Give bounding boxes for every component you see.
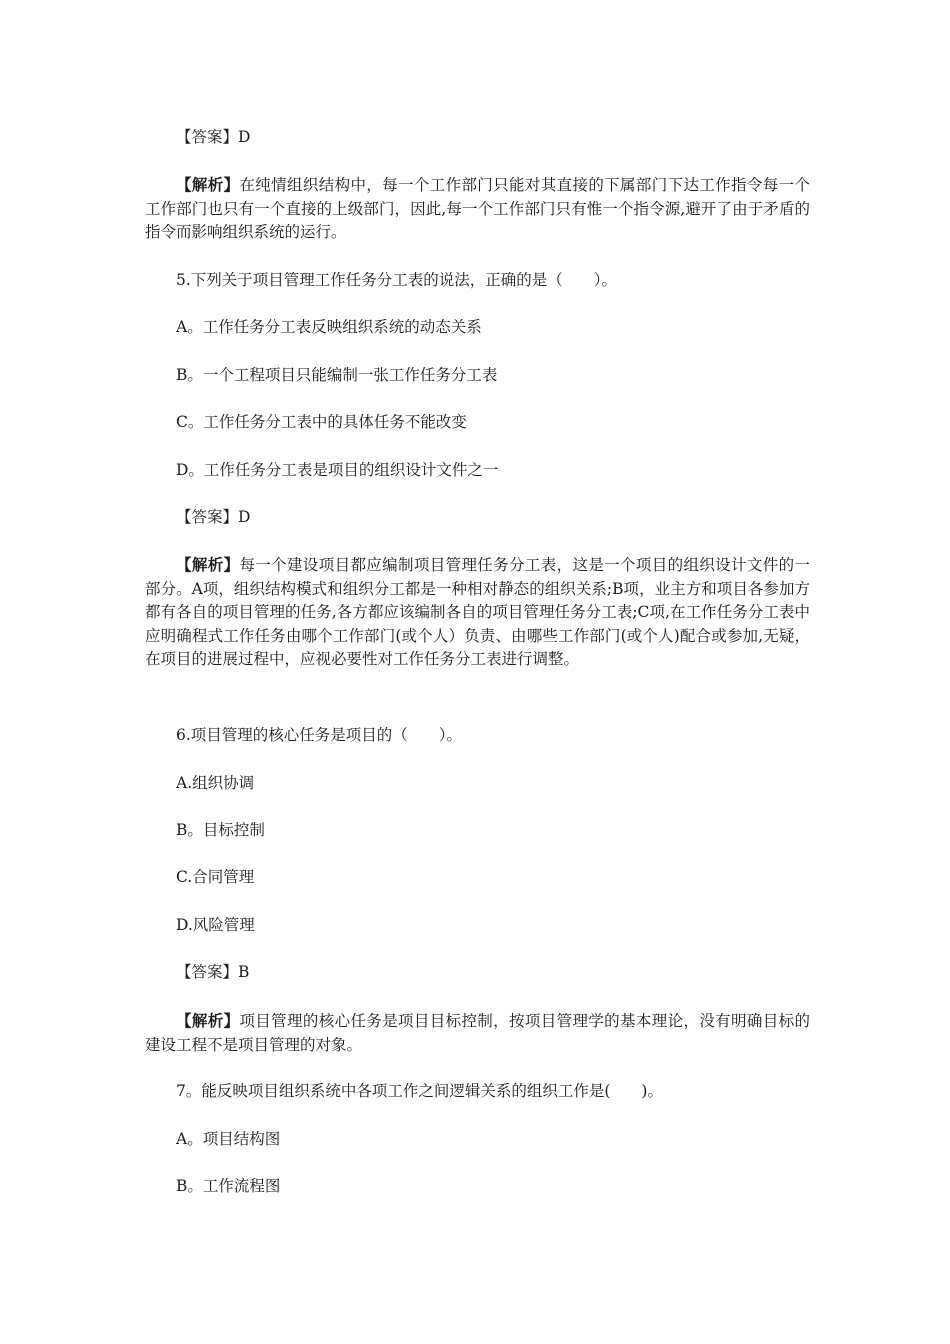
analysis-paragraph bbox=[145, 173, 810, 245]
analysis-tag: 【解析】 bbox=[176, 555, 240, 574]
answer-tag: 【答案】 bbox=[176, 128, 239, 146]
analysis-text: 项目管理的核心任务是项目目标控制，按项目管理学的基本理论，没有明确目标的建设工程不是项目管理的对象。 bbox=[145, 1012, 810, 1054]
analysis-text: 在纯情组织结构中，每一个工作部门只能对其直接的下属部门下达工作指令每一个工作部门也只有一个直接的上级部门，因此,每一个工作部门只有惟一个指令源,避开了由于矛盾的指令而影响组织系统的运行。 bbox=[145, 176, 810, 241]
analysis-tag: 【解析】 bbox=[176, 1011, 240, 1030]
question-6: 6.项目管理的核心任务是项目的（ ）。 bbox=[176, 726, 463, 744]
option-c: C。工作任务分工表中的具体任务不能改变 bbox=[176, 413, 467, 431]
analysis-paragraph bbox=[145, 553, 810, 672]
answer-value: D bbox=[238, 128, 251, 146]
question-7: 7。能反映项目组织系统中各项工作之间逻辑关系的组织工作是( )。 bbox=[176, 1082, 663, 1100]
option-a: A.组织协调 bbox=[176, 774, 255, 792]
answer-line bbox=[145, 126, 810, 150]
analysis-paragraph bbox=[145, 1009, 810, 1057]
answer-tag: 【答案】 bbox=[176, 508, 239, 526]
answer-tag: 【答案】 bbox=[176, 963, 239, 981]
option-b: B。目标控制 bbox=[176, 821, 265, 839]
answer-value: B bbox=[238, 963, 250, 981]
option-a: A。项目结构图 bbox=[176, 1130, 281, 1148]
question-5: 5.下列关于项目管理工作任务分工表的说法，正确的是（ ）。 bbox=[176, 271, 618, 289]
option-d: D。工作任务分工表是项目的组织设计文件之一 bbox=[176, 461, 499, 479]
option-d: D.风险管理 bbox=[176, 916, 255, 934]
answer-line bbox=[145, 506, 810, 530]
option-c: C.合同管理 bbox=[176, 868, 255, 886]
analysis-text: 每一个建设项目都应编制项目管理任务分工表，这是一个项目的组织设计文件的一部分。A项，组织结构模式和组织分工都是一种相对静态的组织关系;B项，业主方和项目各参加方都有各自的项目管理的任务,各方都应该编制各自的项目管理任务分工表;C项,在工作任务分工表中应明确程式工作任务由哪个工作部门(或个人）负责、由哪些工作部门(或个人)配合或参加,无疑，在项目的进展过程中，应视必要性对工作任务分工表进行调整。 bbox=[145, 556, 810, 668]
answer-value: D bbox=[238, 508, 251, 526]
answer-line bbox=[145, 961, 810, 985]
option-b: B。工作流程图 bbox=[176, 1177, 281, 1195]
option-b: B。一个工程项目只能编制一张工作任务分工表 bbox=[176, 366, 498, 384]
option-a: A。工作任务分工表反映组织系统的动态关系 bbox=[176, 318, 482, 336]
analysis-tag: 【解析】 bbox=[176, 175, 240, 194]
